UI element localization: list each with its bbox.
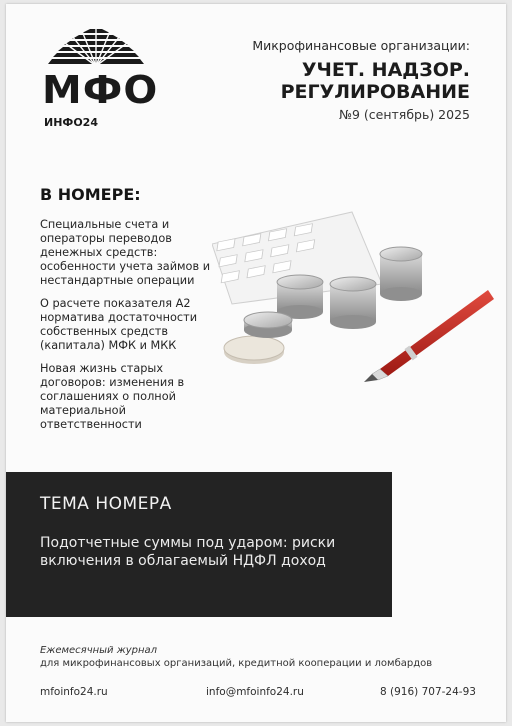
website-link[interactable]: mfoinfo24.ru — [40, 686, 108, 698]
masthead-kicker: Микрофинансовые организации: — [252, 38, 470, 53]
theme-title: ТЕМА НОМЕРА — [40, 494, 172, 514]
issue-number: №9 (сентябрь) 2025 — [338, 107, 470, 122]
magazine-cover — [6, 4, 506, 722]
cover-photo — [212, 204, 506, 454]
pen-icon — [364, 290, 494, 382]
toc-item: О расчете показателя А2 норматива достаточности собственных средств (капитала) МФК и МКК — [40, 297, 198, 352]
toc-item: Новая жизнь старых договоров: изменения в соглашениях о полной материальной ответственности — [40, 362, 185, 431]
footer-description — [40, 645, 432, 670]
masthead — [252, 38, 470, 122]
masthead-title-line-1: УЧЕТ. НАДЗОР. — [301, 59, 470, 81]
logo — [40, 26, 159, 129]
email-link[interactable]: info@mfoinfo24.ru — [206, 686, 304, 698]
logo-word: МФО — [42, 68, 159, 112]
theme-text: Подотчетные суммы под ударом: риски включения в облагаемый НДФЛ доход — [40, 535, 336, 569]
phone-number: 8 (916) 707-24-93 — [380, 686, 476, 698]
sunburst-logo-icon — [40, 26, 152, 66]
footer-line-1: Ежемесячный журнал — [40, 645, 158, 656]
toc-item: Специальные счета и операторы переводов денежных средств: особенности учета займов и нестандартные операции — [40, 218, 211, 287]
logo-subtitle: ИНФО24 — [44, 116, 98, 129]
theme-band — [6, 472, 392, 617]
footer-line-2: для микрофинансовых организаций, кредитной кооперации и ломбардов — [40, 657, 433, 669]
toc-list — [40, 218, 216, 441]
toc-heading: В НОМЕРЕ: — [40, 185, 141, 204]
masthead-title-line-2: РЕГУЛИРОВАНИЕ — [280, 81, 470, 103]
